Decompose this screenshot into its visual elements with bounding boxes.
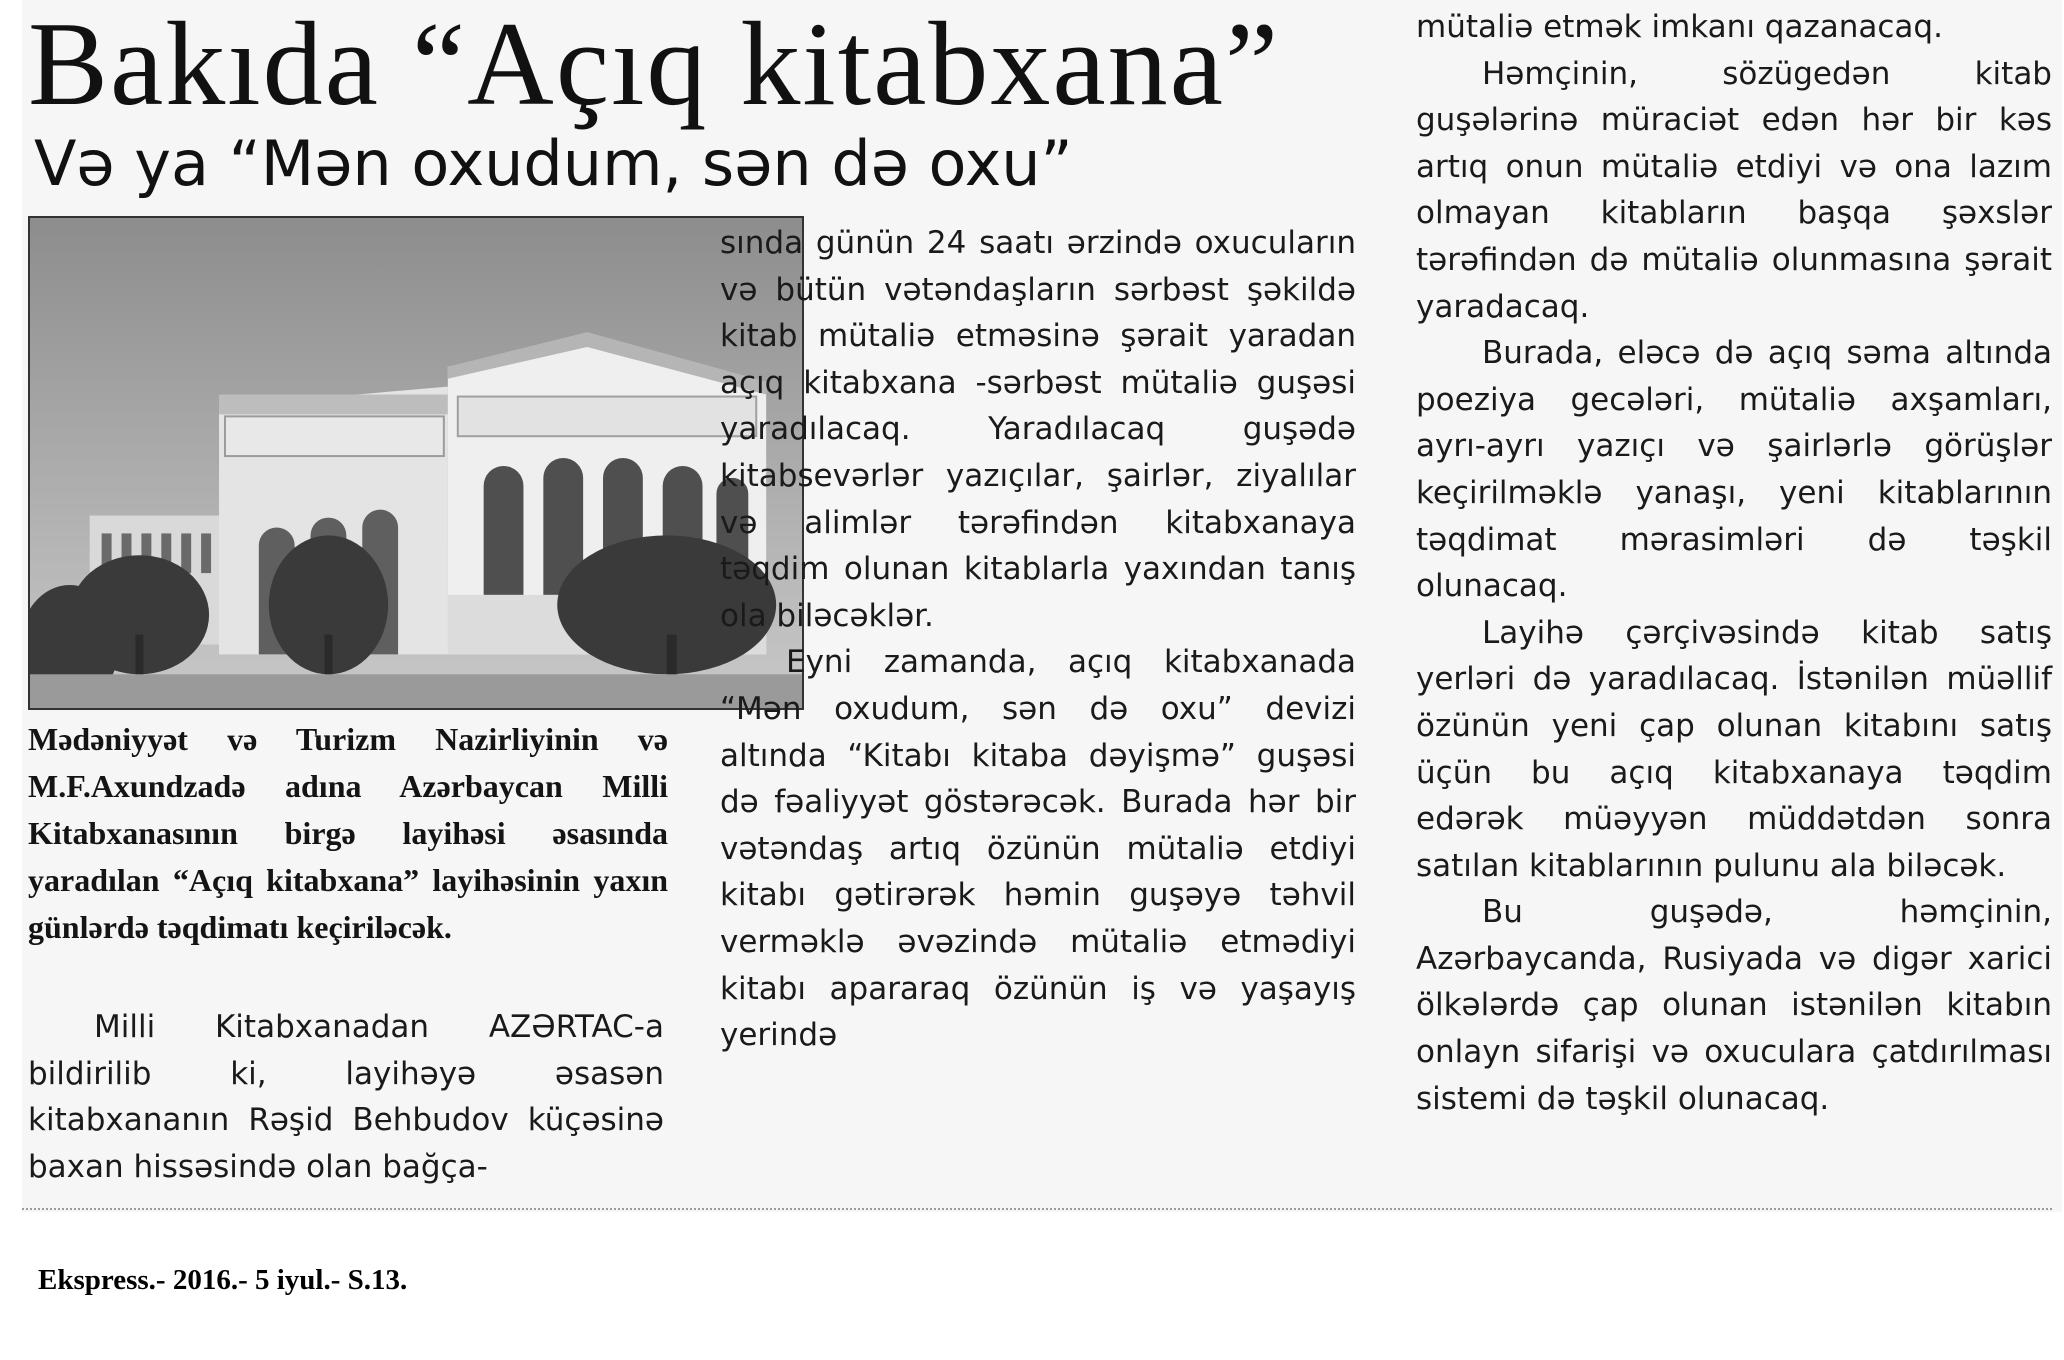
- column-3-paragraph-5: Bu guşədə, həmçinin, Azərbaycanda, Rusiyada və digər xarici ölkələrdə çap olunan istənilən kitabın onlayn sifarişi və oxuculara çatdırılması sistemi də təşkil olunacaq.: [1416, 894, 2052, 1117]
- column-1-paragraph: Milli Kitabxanadan AZƏRTAC-a bildirilib ki, layihəyə əsasən kitabxananın Rəşid Behbudov küçəsinə baxan hissəsində olan bağça-: [28, 1009, 664, 1185]
- photo-caption: Mədəniyyət və Turizm Nazirliyinin və M.F.Axundzadə adına Azərbaycan Milli Kitabxanasının birgə layihəsi əsasında yaradılan “Açıq kitabxana” layihəsinin yaxın günlərdə təqdimatı keçiriləcək.: [28, 721, 668, 945]
- column-3-paragraph-2: Həmçinin, sözügedən kitab guşələrinə müraciət edən hər bir kəs artıq onun mütaliə etdiyi və ona lazım olmayan kitabların başqa şəxslər tərəfindən də mütaliə olunmasına şərait yaradacaq.: [1416, 55, 2052, 325]
- article-column-1: [28, 1004, 664, 1190]
- clipping-bottom-edge: [22, 1208, 2052, 1210]
- column-2-paragraph-1: sında günün 24 saatı ərzində oxucuların və bütün vətəndaşların sərbəst şəkildə kitab mütaliə etməsinə şərait yaradan açıq kitabxana -sərbəst mütaliə guşəsi yaradılacaq. Yaradılacaq guşədə kitabsevərlər yazıçılar, şairlər, ziyalılar və alimlər tərəfindən kitabxanaya təqdim olunan kitablarla yaxından tanış ola biləcəklər.: [720, 225, 1356, 634]
- column-3-paragraph-4: Layihə çərçivəsində kitab satış yerləri də yaradılacaq. İstənilən müəllif özünün yeni çap olunan kitabını satış üçün bu açıq kitabxanaya təqdim edərək müəyyən müddətdən sonra satılan kitablarının pulunu ala biləcək.: [1416, 614, 2052, 884]
- source-citation: Ekspress.- 2016.- 5 iyul.- S.13.: [38, 1264, 408, 1296]
- article-column-2: [720, 220, 1356, 1059]
- article-headline: Bakıda “Açıq kitabxana”: [28, 0, 1281, 130]
- column-3-paragraph-3: Burada, eləcə də açıq səma altında poeziya gecələri, mütaliə axşamları, ayrı-ayrı yazıçı və şairlərlə görüşlər keçirilməklə yanaşı, yeni kitablarının təqdimat mərasimləri də təşkil olunacaq.: [1416, 335, 2052, 605]
- article-subheadline: Və ya “Mən oxudum, sən də oxu”: [34, 127, 1073, 200]
- article-column-3: [1416, 4, 2052, 1122]
- building-illustration: [30, 218, 802, 708]
- library-building-photo: [28, 216, 804, 710]
- column-2-paragraph-2: Eyni zamanda, açıq kitabxanada “Mən oxudum, sən də oxu” devizi altında “Kitabı kitaba dəyişmə” guşəsi də fəaliyyət göstərəcək. Burada hər bir vətəndaş artıq özünün mütaliə etdiyi kitabı gətirərək həmin guşəyə təhvil verməklə əvəzində mütaliə etmədiyi kitabı apararaq özünün iş və yaşayış yerində: [720, 644, 1356, 1054]
- column-3-paragraph-1: mütaliə etmək imkanı qazanacaq.: [1416, 9, 1943, 45]
